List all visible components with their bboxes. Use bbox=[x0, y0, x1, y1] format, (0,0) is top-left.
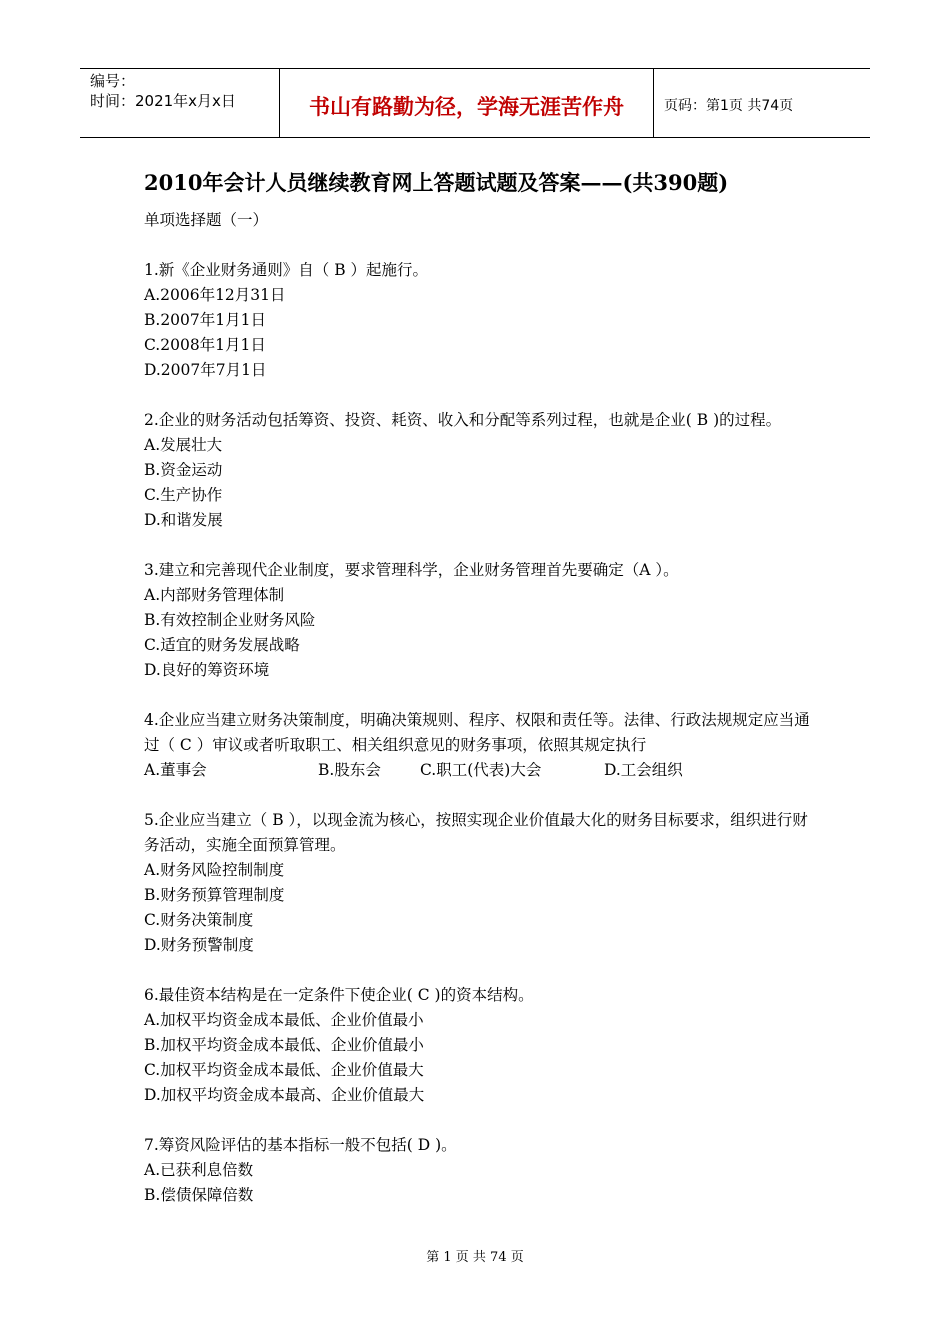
option: A.财务风险控制制度 bbox=[144, 861, 285, 879]
option: D.良好的筹资环境 bbox=[144, 661, 270, 679]
document-body bbox=[144, 208, 814, 1208]
option: C.2008年1月1日 bbox=[144, 336, 266, 354]
option: D.和谐发展 bbox=[144, 511, 223, 529]
time-label: 时间：2021年x月x日 bbox=[90, 92, 236, 110]
option: B.偿债保障倍数 bbox=[144, 1186, 254, 1204]
page-footer: 第 1 页 共 74 页 bbox=[426, 1250, 524, 1265]
question-stem: 7.筹资风险评估的基本指标一般不包括( D )。 bbox=[144, 1136, 457, 1154]
header-motto: 书山有路勤为径，学海无涯苦作舟 bbox=[280, 69, 654, 137]
question-stem: 2.企业的财务活动包括筹资、投资、耗资、收入和分配等系列过程，也就是企业( B )的过程。 bbox=[144, 411, 782, 429]
option: D.工会组织 bbox=[604, 761, 683, 779]
page-header bbox=[80, 68, 870, 138]
header-meta bbox=[80, 69, 280, 137]
document-title: 2010年会计人员继续教育网上答题试题及答案——(共390题) bbox=[144, 170, 729, 195]
option: A.董事会 bbox=[144, 761, 207, 779]
option: A.加权平均资金成本最低、企业价值最小 bbox=[144, 1011, 424, 1029]
option-row bbox=[144, 758, 814, 783]
header-page-info: 页码：第1页 共74页 bbox=[664, 98, 794, 114]
question-stem: 4.企业应当建立财务决策制度，明确决策规则、程序、权限和责任等。法律、行政法规规定应当通过（ C ）审议或者听取职工、相关组织意见的财务事项，依照其规定执行 bbox=[144, 711, 810, 754]
option: C.职工(代表)大会 bbox=[420, 761, 542, 779]
option: C.生产协作 bbox=[144, 486, 223, 504]
option: D.2007年7月1日 bbox=[144, 361, 267, 379]
question-stem: 5.企业应当建立（ B ），以现金流为核心，按照实现企业价值最大化的财务目标要求，组织进行财务活动，实施全面预算管理。 bbox=[144, 811, 808, 854]
option: A.发展壮大 bbox=[144, 436, 223, 454]
option: B.股东会 bbox=[318, 761, 381, 779]
option: B.有效控制企业财务风险 bbox=[144, 611, 316, 629]
option: A.已获利息倍数 bbox=[144, 1161, 254, 1179]
number-label: 编号： bbox=[90, 72, 136, 90]
option: C.财务决策制度 bbox=[144, 911, 254, 929]
option: B.2007年1月1日 bbox=[144, 311, 266, 329]
section-heading: 单项选择题（一） bbox=[144, 211, 269, 229]
option: C.加权平均资金成本最低、企业价值最大 bbox=[144, 1061, 424, 1079]
option: D.财务预警制度 bbox=[144, 936, 254, 954]
option: B.资金运动 bbox=[144, 461, 223, 479]
option: B.加权平均资金成本最低、企业价值最小 bbox=[144, 1036, 424, 1054]
option: C.适宜的财务发展战略 bbox=[144, 636, 300, 654]
question-stem: 6.最佳资本结构是在一定条件下使企业( C )的资本结构。 bbox=[144, 986, 534, 1004]
question-stem: 3.建立和完善现代企业制度，要求管理科学，企业财务管理首先要确定（A ）。 bbox=[144, 561, 679, 579]
option: B.财务预算管理制度 bbox=[144, 886, 285, 904]
option: A.内部财务管理体制 bbox=[144, 586, 285, 604]
option: D.加权平均资金成本最高、企业价值最大 bbox=[144, 1086, 425, 1104]
question-stem: 1.新《企业财务通则》自（ B ）起施行。 bbox=[144, 261, 429, 279]
option: A.2006年12月31日 bbox=[144, 286, 286, 304]
